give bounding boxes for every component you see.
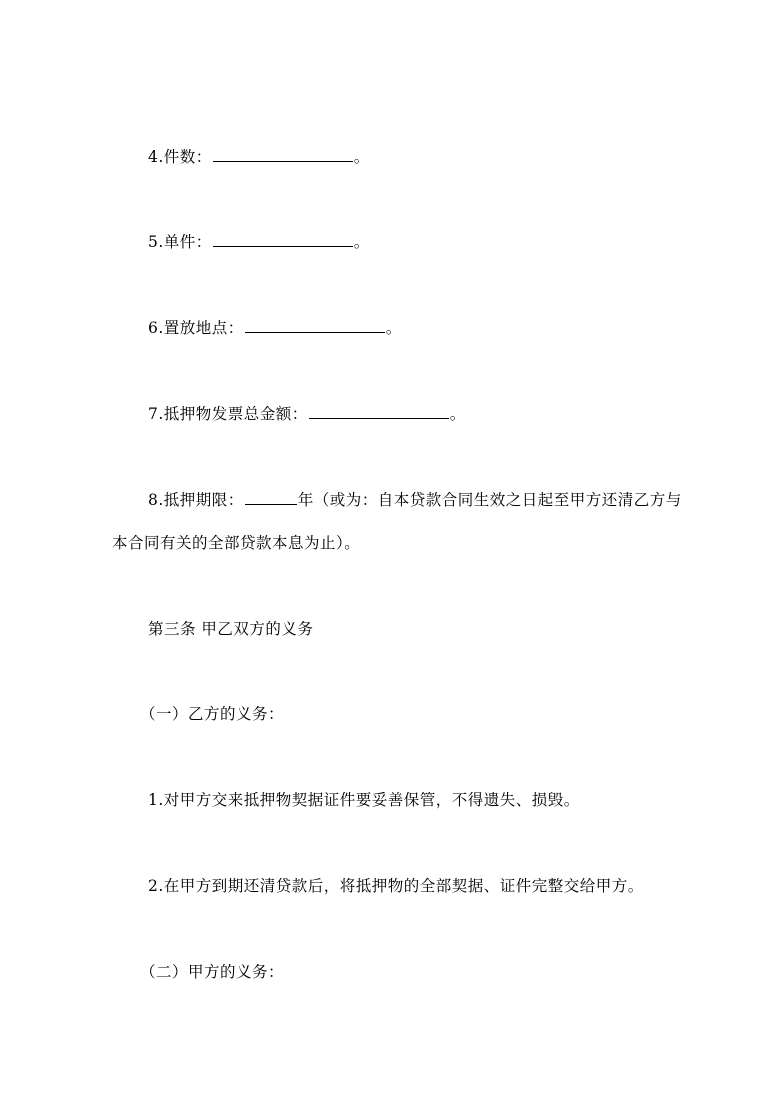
item-8-blank	[245, 488, 297, 505]
item-7-tail: 。	[449, 405, 466, 423]
item-7-blank	[309, 402, 449, 419]
section-b-duty-1	[148, 790, 580, 810]
item-7-invoice-total	[148, 402, 466, 424]
item-5-blank	[213, 230, 353, 247]
item-4-blank	[213, 145, 353, 162]
section-b-duty-2-text: 2.在甲方到期还清贷款后，将抵押物的全部契据、证件完整交给甲方。	[148, 877, 644, 895]
article-3-heading	[148, 619, 313, 639]
item-6-tail: 。	[385, 319, 402, 337]
item-8-label: 8.抵押期限：	[148, 491, 244, 509]
article-3-heading-text: 第三条 甲乙双方的义务	[148, 620, 314, 638]
section-b-duty-2	[148, 876, 644, 896]
section-b-duty-1-text: 1.对甲方交来抵押物契据证件要妥善保管，不得遗失、损毁。	[148, 791, 580, 809]
section-b-heading	[140, 704, 284, 724]
item-5-label: 5.单件：	[148, 233, 212, 251]
item-4-tail: 。	[353, 148, 370, 166]
item-6-blank	[245, 316, 385, 333]
section-a-heading-text: （二）甲方的义务：	[140, 963, 285, 981]
item-7-label: 7.抵押物发票总金额：	[148, 405, 308, 423]
section-a-heading	[140, 962, 284, 982]
item-5-tail: 。	[353, 233, 370, 251]
section-b-heading-text: （一）乙方的义务：	[140, 705, 285, 723]
item-6-location	[148, 316, 402, 338]
item-8-rest: 年（或为：自本贷款合同生效之日起至甲方还清乙方与	[297, 491, 682, 509]
item-8-term-line1	[148, 488, 682, 510]
item-4-quantity	[148, 145, 370, 167]
item-6-label: 6.置放地点：	[148, 319, 244, 337]
item-4-label: 4.件数：	[148, 148, 212, 166]
item-8-line2-text: 本合同有关的全部贷款本息为止）。	[112, 534, 361, 552]
item-5-unit	[148, 230, 370, 252]
item-8-term-line2	[112, 533, 360, 553]
